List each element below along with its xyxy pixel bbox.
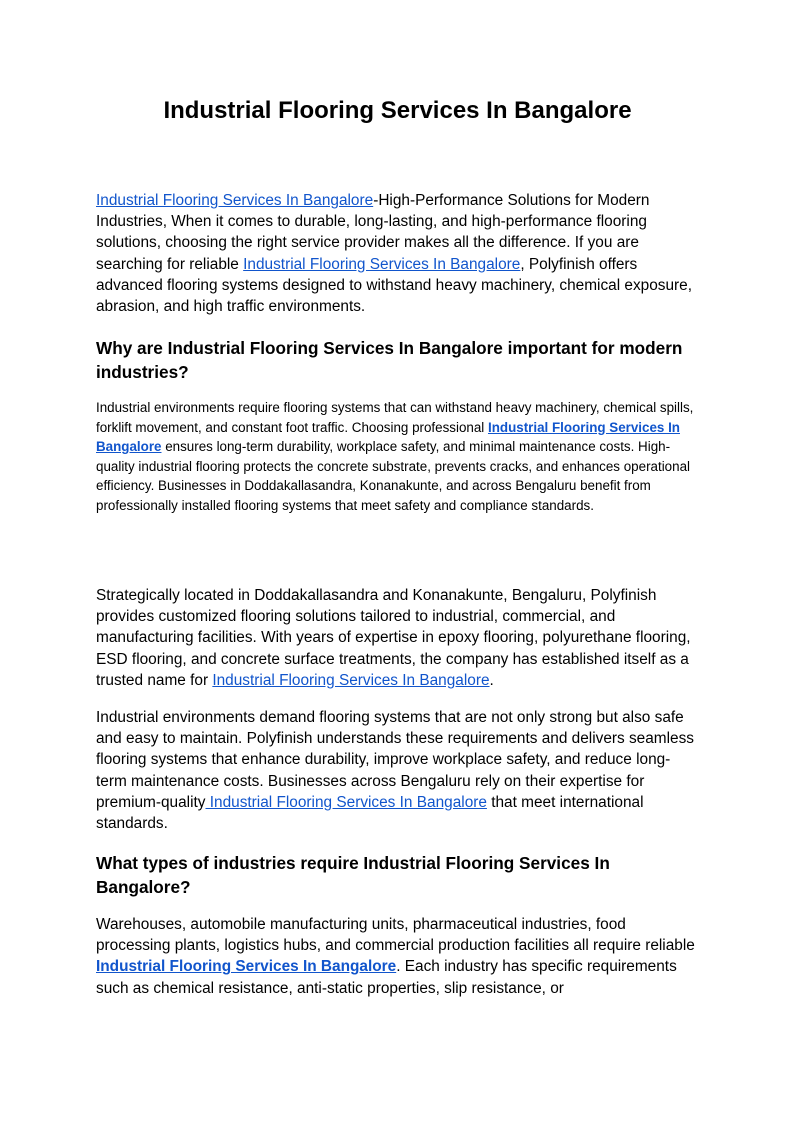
why-paragraph <box>96 398 696 515</box>
intro-link-1[interactable]: Industrial Flooring Services In Bangalore <box>96 192 374 209</box>
industries-text-1: Warehouses, automobile manufacturing units, pharmaceutical industries, food processing plants, logistics hubs, and commercial production facilities all require reliable <box>96 916 695 955</box>
location-paragraph <box>96 585 696 691</box>
why-text-2: ensures long-term durability, workplace safety, and minimal maintenance costs. High-quality industrial flooring protects the concrete substrate, prevents cracks, and enhances operational efficiency. Businesses in Doddakallasandra, Konanakunte, and across Bengaluru benefit from professionally installed flooring systems that meet safety and compliance standards. <box>96 439 690 513</box>
industries-link[interactable]: Industrial Flooring Services In Bangalore <box>96 958 397 976</box>
intro-paragraph <box>96 190 696 317</box>
heading-why-important: Why are Industrial Flooring Services In Bangalore important for modern industries? <box>96 338 683 382</box>
why-text-1: Industrial environments require flooring systems that can withstand heavy machinery, chemical spills, forklift movement, and constant foot traffic. Choosing professional <box>96 400 694 435</box>
why-link[interactable]: Industrial Flooring Services In Bangalore <box>96 419 680 454</box>
environment-text-1: Industrial environments demand flooring systems that are not only strong but also safe and easy to maintain. Polyfinish understands these requirements and delivers seamless flooring systems that enhance durability, improve workplace safety, and reduce long-term maintenance costs. Businesses across Bengaluru rely on their expertise for premium-quality <box>96 709 694 811</box>
intro-text-2: , Polyfinish offers advanced flooring systems designed to withstand heavy machinery, chemical exposure, abrasion, and high traffic environments. <box>96 255 692 316</box>
page-title: Industrial Flooring Services In Bangalore <box>163 97 632 124</box>
location-text-1: Strategically located in Doddakallasandra and Konanakunte, Bengaluru, Polyfinish provides customized flooring solutions tailored to industrial, commercial, and manufacturing facilities. With years of expertise in epoxy flooring, polyurethane flooring, ESD flooring, and concrete surface treatments, the company has established itself as a trusted name for <box>96 587 691 689</box>
location-text-2: . <box>489 671 494 689</box>
environment-link[interactable]: Industrial Flooring Services In Bangalore <box>205 793 487 811</box>
industries-paragraph <box>96 914 696 999</box>
heading-industries: What types of industries require Industrial Flooring Services In Bangalore? <box>96 853 610 897</box>
intro-text-1: -High-Performance Solutions for Modern Industries, When it comes to durable, long-lasting, and high-performance flooring solutions, choosing the right service provider makes all the difference. If you are searching for reliable <box>96 192 650 273</box>
environment-text-2: that meet international standards. <box>96 793 644 833</box>
industries-text-2: . Each industry has specific requirements such as chemical resistance, anti-static properties, slip resistance, or <box>96 958 677 997</box>
location-link[interactable]: Industrial Flooring Services In Bangalore <box>212 671 490 689</box>
environment-paragraph <box>96 707 696 834</box>
intro-link-2[interactable]: Industrial Flooring Services In Bangalore <box>243 255 521 273</box>
